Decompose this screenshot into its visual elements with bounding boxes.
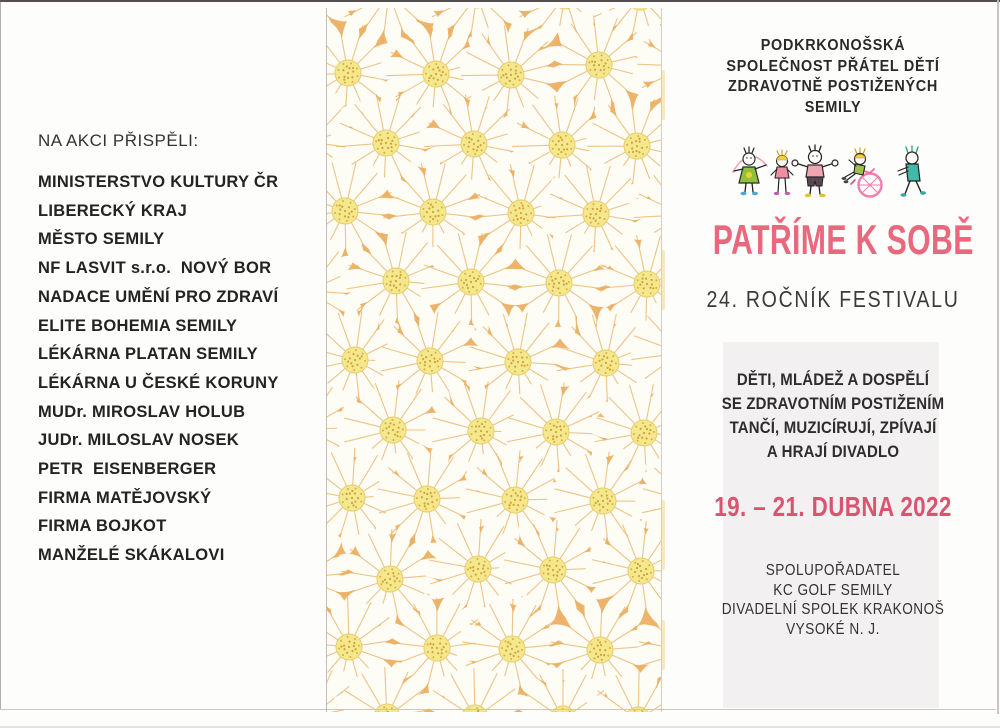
- sponsor-item: LIBERECKÝ KRAJ: [38, 201, 188, 220]
- festival-date: 19. – 21. DUBNA 2022: [714, 491, 952, 522]
- organization-line: PODKRKONOŠSKÁ: [760, 37, 906, 54]
- co-organizer-line: KC GOLF SEMILY: [773, 581, 893, 599]
- description-line: A HRAJÍ DIVADLO: [766, 442, 900, 461]
- co-organizer-line: DIVADELNÍ SPOLEK KRAKONOŠ: [721, 601, 945, 618]
- scan-page-bottom-edge: [0, 709, 996, 710]
- organization-line: SEMILY: [804, 98, 862, 116]
- sponsor-item: FIRMA MATĚJOVSKÝ: [38, 488, 212, 507]
- sponsor-item: PETR EISENBERGER: [38, 460, 217, 479]
- children-clipart-illustration: [666, 142, 1000, 205]
- scan-edge-left: [0, 0, 1, 710]
- daisy-pattern-panel: [327, 8, 661, 712]
- organization-name: [683, 36, 984, 118]
- sponsor-item: MANŽELÉ SKÁKALOVI: [38, 546, 225, 565]
- scan-artifact-bleed: [661, 70, 665, 120]
- child-in-wheelchair: [842, 148, 882, 197]
- sponsor-item: ELITE BOHEMIA SEMILY: [38, 316, 238, 335]
- description-line: SE ZDRAVOTNÍM POSTIŽENÍM: [721, 394, 945, 413]
- sponsor-item: FIRMA BOJKOT: [38, 517, 167, 536]
- description-line: DĚTI, MLÁDEŽ A DOSPĚLÍ: [736, 370, 930, 389]
- sponsor-item: JUDr. MILOSLAV NOSEK: [38, 431, 239, 450]
- pushing-child: [898, 146, 926, 197]
- co-organizer-line: SPOLUPOŘADATEL: [765, 562, 901, 579]
- organization-line: SPOLEČNOST PŘÁTEL DĚTÍ: [726, 57, 940, 75]
- daisy-pattern-illustration: [327, 8, 661, 712]
- scan-artifact-bleed: [661, 250, 665, 310]
- sponsor-item: NADACE UMĚNÍ PRO ZDRAVÍ: [38, 287, 279, 306]
- scan-artifact-bleed: [661, 620, 665, 670]
- sponsor-item: MINISTERSTVO KULTURY ČR: [38, 173, 279, 191]
- sponsor-item: NF LASVIT s.r.o. NOVÝ BOR: [38, 259, 272, 278]
- festival-title: PATŘÍME K SOBĚ: [712, 216, 974, 263]
- fold-line-left: [326, 8, 327, 712]
- sponsors-list: [38, 168, 279, 570]
- festival-info-panel: [666, 0, 1000, 728]
- organization-line: ZDRAVOTNĚ POSTIŽENÝCH: [727, 78, 939, 95]
- festival-edition: 24. ROČNÍK FESTIVALU: [706, 286, 960, 312]
- scan-artifact-bleed: [661, 500, 665, 570]
- description-line: TANČÍ, MUZICÍRUJÍ, ZPÍVAJÍ: [729, 418, 937, 437]
- sponsor-item: LÉKÁRNA PLATAN SEMILY: [38, 345, 258, 364]
- sponsor-item: MĚSTO SEMILY: [38, 230, 165, 249]
- sponsors-panel: [0, 0, 327, 710]
- co-organizers: [691, 561, 975, 639]
- boy-arms-out: [792, 145, 838, 197]
- scan-edge-right: [997, 0, 999, 714]
- scan-edge-top: [0, 0, 1000, 2]
- sponsor-item: LÉKÁRNA U ČESKÉ KORUNY: [38, 373, 279, 392]
- jump-rope-girl: [733, 147, 767, 195]
- sponsors-heading: NA AKCI PŘISPĚLI:: [38, 131, 199, 150]
- co-organizer-line: VYSOKÉ N. J.: [786, 620, 880, 638]
- festival-description: [686, 368, 980, 464]
- sponsor-item: MUDr. MIROSLAV HOLUB: [38, 402, 246, 421]
- blonde-child: [771, 150, 793, 195]
